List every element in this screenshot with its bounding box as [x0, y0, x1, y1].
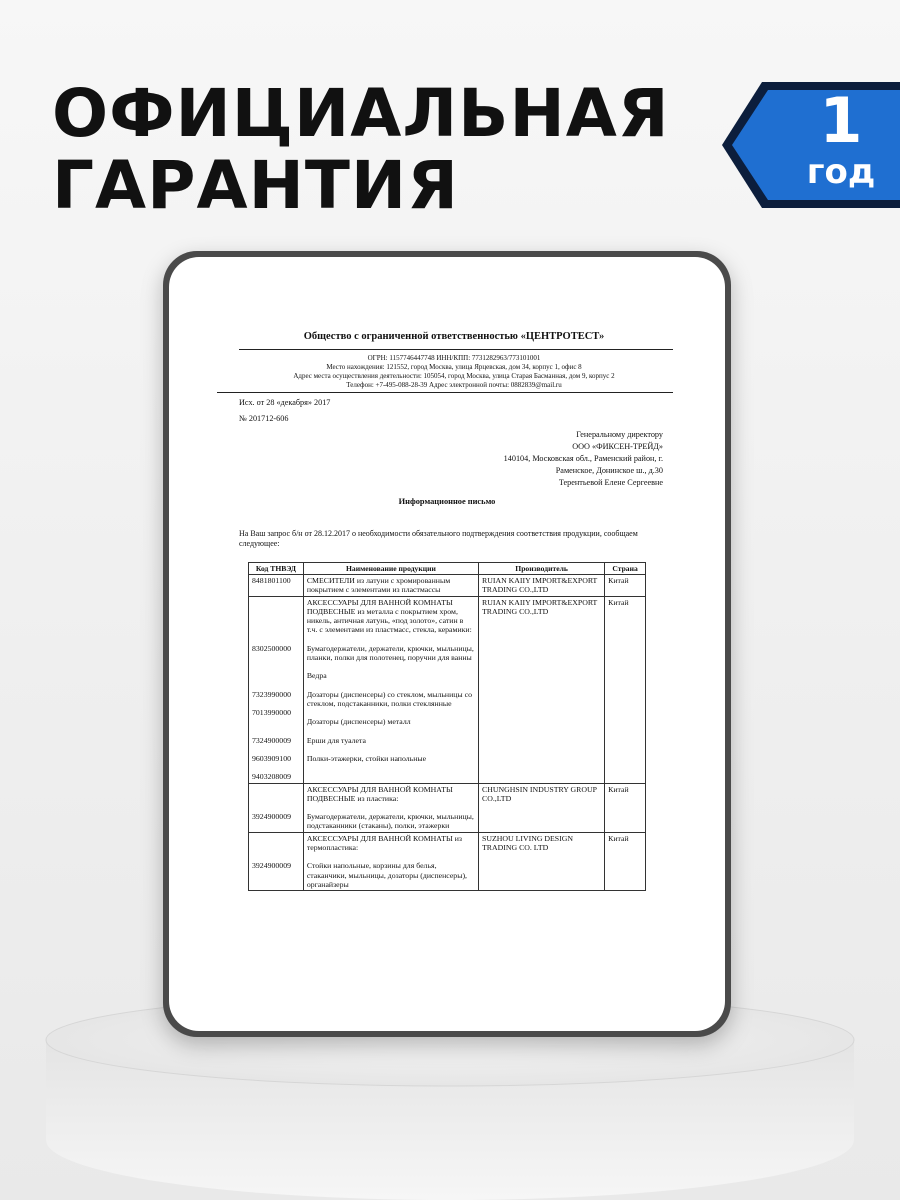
badge-unit: год	[806, 152, 876, 192]
cell-country: Китай	[608, 833, 629, 843]
letter-title: Информационное письмо	[398, 497, 496, 506]
badge-number: 1	[819, 84, 863, 157]
headline	[52, 75, 670, 224]
cell-name: СМЕСИТЕЛИ из латуни с хромированным покрытием с элементами из пластмассы	[306, 576, 451, 595]
addressee-line-5: Терентьевой Елене Сергеевне	[558, 478, 663, 487]
header-line-1: ОГРН: 1157746447748 ИНН/КПП: 7731282963/773101001	[367, 354, 541, 362]
cell-maker: RUIAN KAIIY IMPORT&EXPORT TRADING CO.,LTD	[482, 576, 598, 595]
tablet-screen	[169, 257, 725, 1031]
cell-code: 3924900009	[252, 812, 291, 822]
cell-name: АКСЕССУАРЫ ДЛЯ ВАННОЙ КОМНАТЫ из термопластика: Стойки напольные, корзины для белья, стаканчики, мыльницы, дозаторы (диспенсеры), органайзеры	[306, 833, 467, 889]
cell-name: АКСЕССУАРЫ ДЛЯ ВАННОЙ КОМНАТЫ ПОДВЕСНЫЕ из металла с покрытием хром, никель, античная латунь, «под золото», сатин в т.ч. с элементами из пластмасс, стекла, керамики: Бумагодержатели, держатели, крючки, мыльницы, планки, полки для полотенец, поручни для ванны Ведра Дозаторы (диспенсеры) со стеклом, мыльницы со стеклом, подстаканники, полки стеклянные Дозаторы (диспенсеры) металл Ерши для туалета Полки-этажерки, стойки напольные	[306, 597, 474, 764]
cell-maker: SUZHOU LIVING DESIGN TRADING CO. LTD	[482, 833, 573, 852]
warranty-badge	[718, 80, 900, 210]
header-code: Код ТНВЭД	[249, 563, 304, 575]
header-rule-top	[239, 349, 673, 350]
addressee-line-4: Раменское, Донинское ш., д.30	[555, 466, 663, 475]
addressee-line-2: ООО «ФИКСЕН-ТРЕЙД»	[572, 442, 663, 451]
cell-maker: RUIAN KAIIY IMPORT&EXPORT TRADING CO.,LTD	[482, 597, 598, 616]
header-name: Наименование продукции	[303, 563, 478, 575]
cell-code: 8481801100	[252, 576, 291, 586]
organization-name: Общество с ограниченной ответственностью «ЦЕНТРОТЕСТ»	[303, 331, 605, 342]
cell-country: Китай	[608, 576, 629, 586]
tablet-frame	[163, 251, 731, 1037]
header-rule-bottom	[217, 392, 673, 393]
header-line-4: Телефон: +7-495-088-28-39 Адрес электронной почты: 0882839@mail.ru	[346, 381, 562, 389]
cell-country: Китай	[608, 597, 629, 607]
cell-code: 3924900009	[252, 861, 291, 871]
header-country: Страна	[605, 563, 646, 575]
table-row	[249, 596, 646, 783]
headline-line-1: ОФИЦИАЛЬНАЯ	[52, 75, 670, 152]
cell-name: АКСЕССУАРЫ ДЛЯ ВАННОЙ КОМНАТЫ ПОДВЕСНЫЕ из пластика: Бумагодержатели, держатели, крючки, мыльницы, подстаканники (стаканы), полки, этажерки	[306, 784, 474, 831]
table-row	[249, 832, 646, 890]
cell-country: Китай	[608, 784, 629, 794]
table-row	[249, 783, 646, 832]
letter-intro: На Ваш запрос б/н от 28.12.2017 о необходимости обязательного подтверждения соответствия продукции, сообщаем следующее:	[239, 529, 638, 548]
table-row	[249, 575, 646, 596]
addressee-line-1: Генеральному директору	[576, 430, 663, 439]
letter-document	[169, 257, 725, 1031]
table-header-row	[249, 563, 646, 575]
header-maker: Производитель	[479, 563, 605, 575]
headline-line-2: ГАРАНТИЯ	[52, 147, 459, 224]
products-table	[248, 562, 646, 891]
header-line-2: Место нахождения: 121552, город Москва, улица Ярцевская, дом 34, корпус 1, офис 8	[326, 363, 582, 371]
letter-number: № 201712-606	[239, 414, 289, 423]
cell-maker: CHUNGHSIN INDUSTRY GROUP CO.,LTD	[482, 784, 597, 803]
outgoing-date: Исх. от 28 «декабря» 2017	[239, 398, 331, 407]
addressee-line-3: 140104, Московская обл., Раменский район, г.	[503, 454, 663, 463]
header-line-3: Адрес места осуществления деятельности: 105054, город Москва, улица Старая Басманная, дом 9, корпус 2	[293, 372, 615, 380]
cell-code: 8302500000 7323990000 7013990000 7324900009 9603909100 9403208009	[252, 643, 291, 782]
